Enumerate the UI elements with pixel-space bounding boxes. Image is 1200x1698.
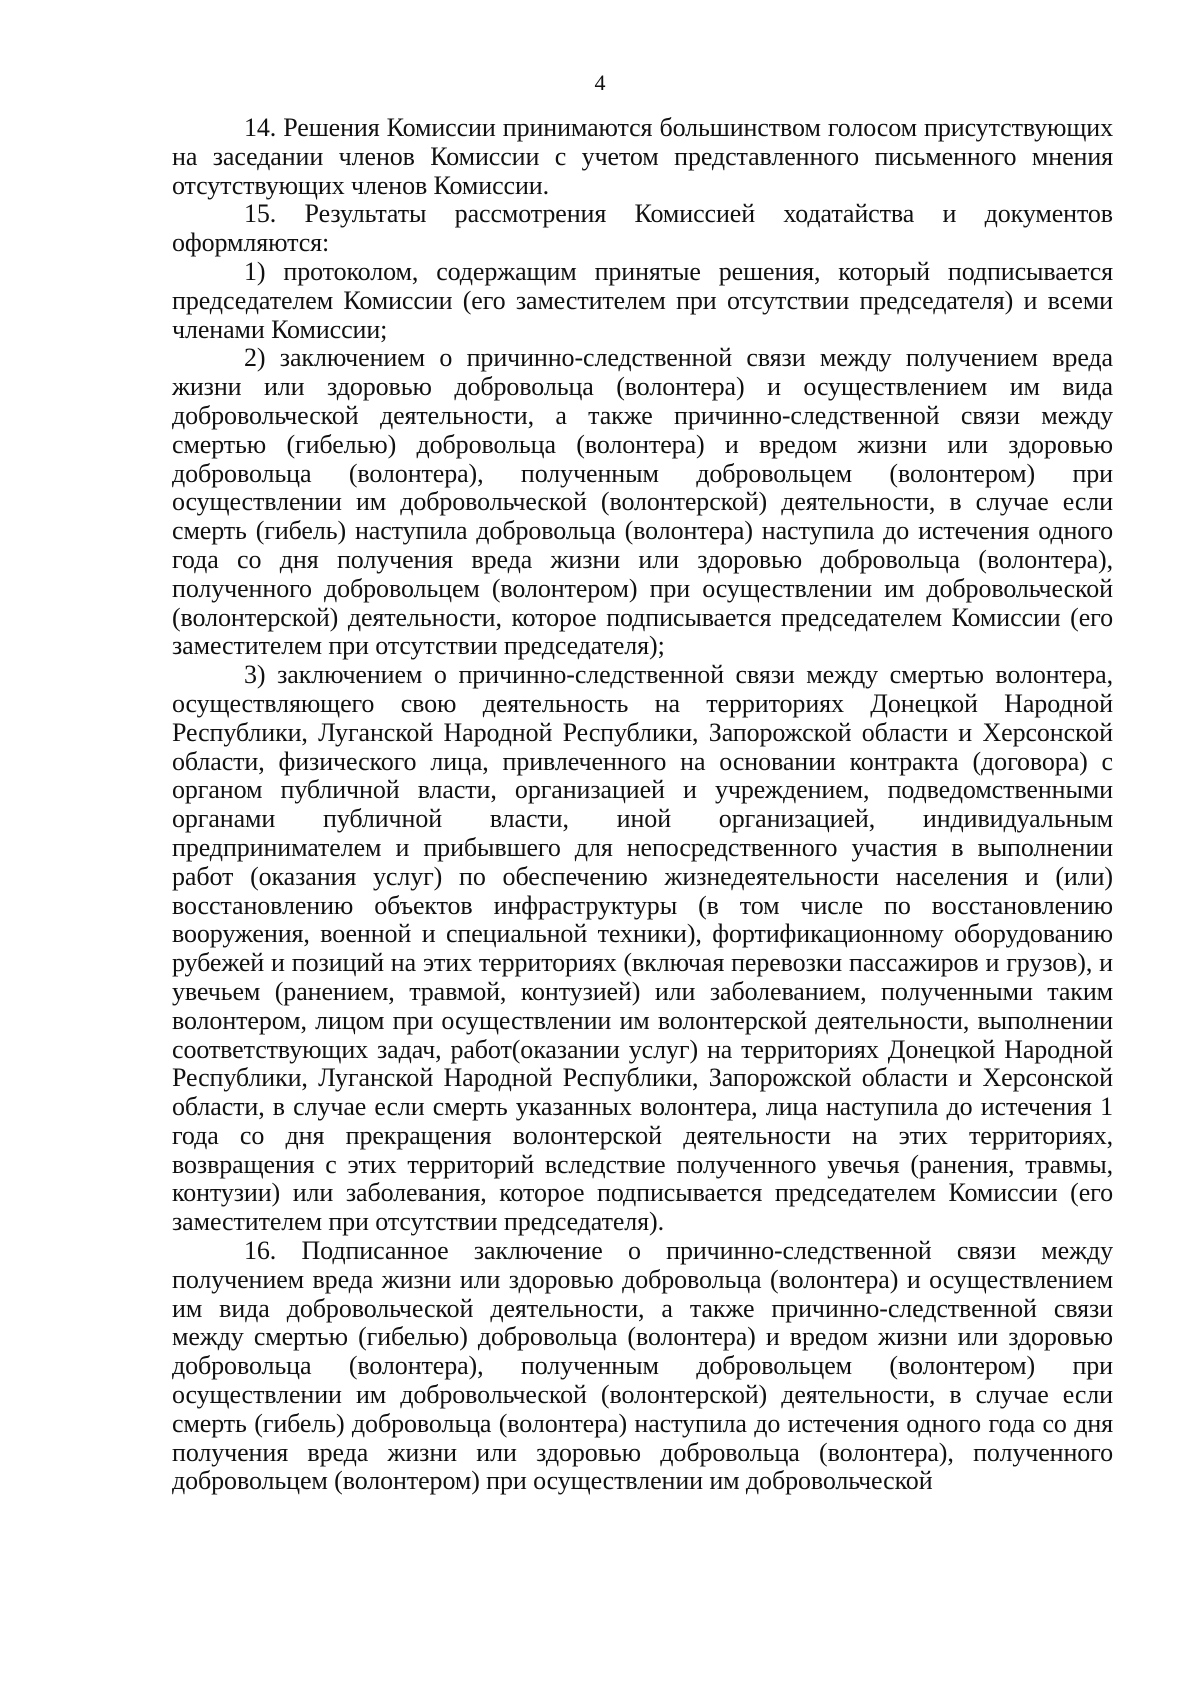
paragraph-15-item-1: 1) протоколом, содержащим принятые решения, который подписывается председателем Комиссии (его заместителем при отсутствии председателя) и всеми членами Комиссии; <box>172 256 1113 344</box>
paragraph-16: 16. Подписанное заключение о причинно-следственной связи между получением вреда жизни или здоровью добровольца (волонтера) и осуществлением им вида добровольческой деятельности, а также причинно-следственной связи между смертью (гибелью) добровольца (волонтера) и вредом жизни или здоровью добровольца (волонтера), полученным добровольцем (волонтером) при осуществлении им добровольческой (волонтерской) деятельности, в случае если смерть (гибель) добровольца (волонтера) наступила до истечения одного года со дня получения вреда жизни или здоровью добровольца (волонтера), полученного добровольцем (волонтером) при осуществлении им добровольческой <box>172 1236 1113 1496</box>
paragraph-15-item-2: 2) заключением о причинно-следственной связи между получением вреда жизни или здоровью добровольца (волонтера) и осуществлением им вида добровольческой деятельности, а также причинно-следственной связи между смертью (гибелью) добровольца (волонтера) и вредом жизни или здоровью добровольца (волонтера), полученным добровольцем (волонтером) при осуществлении им добровольческой (волонтерской) деятельности, в случае если смерть (гибель) наступила добровольца (волонтера) наступила до истечения одного года со дня получения вреда жизни или здоровью добровольца (волонтера), полученного добровольцем (волонтером) при осуществлении им добровольческой (волонтерской) деятельности, которое подписывается председателем Комиссии (его заместителем при отсутствии председателя); <box>172 343 1113 661</box>
paragraph-14: 14. Решения Комиссии принимаются большинством голосом присутствующих на заседании членов Комиссии с учетом представленного письменного мнения отсутствующих членов Комиссии. <box>172 113 1113 200</box>
document-body <box>172 114 1113 1496</box>
page-number: 4 <box>594 70 606 95</box>
paragraph-15: 15. Результаты рассмотрения Комиссией ходатайства и документов оформляются: <box>172 199 1113 258</box>
paragraph-15-item-3: 3) заключением о причинно-следственной связи между смертью волонтера, осуществляющего свою деятельность на территориях Донецкой Народной Республики, Луганской Народной Республики, Запорожской области и Херсонской области, физического лица, привлеченного на основании контракта (договора) с органом публичной власти, организацией и учреждением, подведомственными органами публичной власти, иной организацией, индивидуальным предпринимателем и прибывшего для непосредственного участия в выполнении работ (оказания услуг) по обеспечению жизнедеятельности населения и (или) восстановлению объектов инфраструктуры (в том числе по восстановлению вооружения, военной и специальной техники), фортификационному оборудованию рубежей и позиций на этих территориях (включая перевозки пассажиров и грузов), и увечьем (ранением, травмой, контузией) или заболеванием, полученными таким волонтером, лицом при осуществлении им волонтерской деятельности, выполнении соответствующих задач, работ(оказании услуг) на территориях Донецкой Народной Республики, Луганской Народной Республики, Запорожской области и Херсонской области, в случае если смерть указанных волонтера, лица наступила до истечения 1 года со дня прекращения волонтерской деятельности на этих территориях, возвращения с этих территорий вследствие полученного увечья (ранения, травмы, контузии) или заболевания, которое подписывается председателем Комиссии (его заместителем при отсутствии председателя). <box>172 660 1113 1237</box>
